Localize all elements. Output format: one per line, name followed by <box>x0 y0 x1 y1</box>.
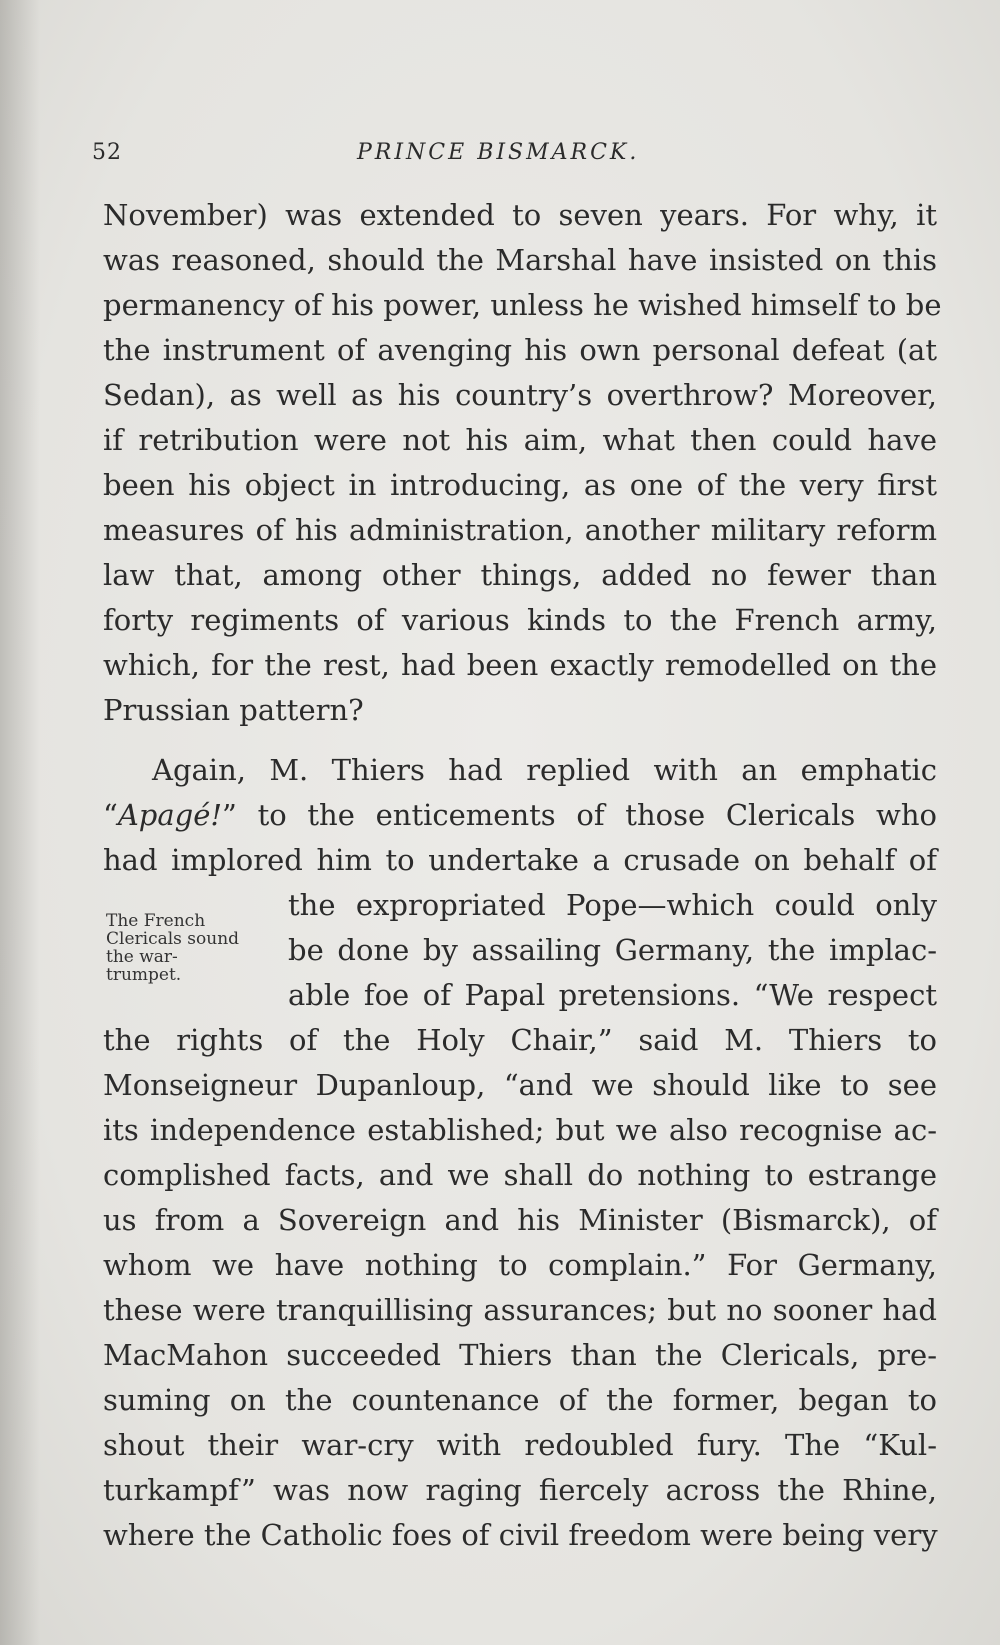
text-line: its independence established; but we also recognise ac- <box>103 1113 937 1147</box>
text-line: law that, among other things, added no fewer than <box>103 558 937 592</box>
running-title: PRINCE BISMARCK. <box>357 140 640 165</box>
text-line: able foe of Papal pretensions. “We respect <box>288 978 937 1012</box>
text-line: complished facts, and we shall do nothing to estrange <box>103 1158 937 1192</box>
text-line: suming on the countenance of the former, began to <box>103 1383 937 1417</box>
text-line: these were tranquillising assurances; but no sooner had <box>103 1293 937 1327</box>
text-line: measures of his administration, another military reform <box>103 513 937 547</box>
text-line: been his object in introducing, as one of the very first <box>103 468 937 502</box>
side-note-line: trumpet. <box>106 965 182 985</box>
text-line: the rights of the Holy Chair,” said M. Thiers to <box>103 1023 937 1057</box>
italic-apage: Apagé! <box>117 798 223 832</box>
text-line: shout their war-cry with redoubled fury. The “Kul- <box>103 1428 937 1462</box>
text-line: MacMahon succeeded Thiers than the Clericals, pre- <box>103 1338 937 1372</box>
text-line: Monseigneur Dupanloup, “and we should like to see <box>103 1068 937 1102</box>
text-line: the expropriated Pope—which could only <box>288 888 937 922</box>
text-line: the instrument of avenging his own personal defeat (at <box>103 333 937 367</box>
side-note-line: the war- <box>106 947 178 967</box>
text-line: if retribution were not his aim, what then could have <box>103 423 937 457</box>
text-line: November) was extended to seven years. For why, it <box>103 198 937 232</box>
text-line: had implored him to undertake a crusade on behalf of <box>103 843 937 877</box>
text-line: was reasoned, should the Marshal have insisted on this <box>103 243 937 277</box>
text-line: us from a Sovereign and his Minister (Bismarck), of <box>103 1203 937 1237</box>
side-note-line: Clericals sound <box>106 929 240 949</box>
spine-shadow <box>0 0 40 1645</box>
open-quote: “ <box>103 798 118 832</box>
marginal-side-note <box>106 912 266 984</box>
line-continuation: ” to the enticements of those Clericals who <box>222 798 937 832</box>
text-line: permanency of his power, unless he wished himself to be <box>103 288 942 322</box>
text-line: Prussian pattern? <box>103 693 364 727</box>
text-line: be done by assailing Germany, the implac- <box>288 933 937 967</box>
side-note-line: The French <box>106 911 206 931</box>
text-line: Again, M. Thiers had replied with an emphatic <box>152 753 937 787</box>
text-line: forty regiments of various kinds to the French army, <box>103 603 937 637</box>
text-line: Sedan), as well as his country’s overthrow? Moreover, <box>103 378 937 412</box>
page-number: 52 <box>92 140 122 165</box>
text-line: where the Catholic foes of civil freedom were being very <box>103 1518 938 1552</box>
text-line: whom we have nothing to complain.” For Germany, <box>103 1248 937 1282</box>
text-line <box>103 797 937 833</box>
text-line: turkampf” was now raging fiercely across the Rhine, <box>103 1473 937 1507</box>
page-header <box>92 140 852 170</box>
text-line: which, for the rest, had been exactly remodelled on the <box>103 648 937 682</box>
